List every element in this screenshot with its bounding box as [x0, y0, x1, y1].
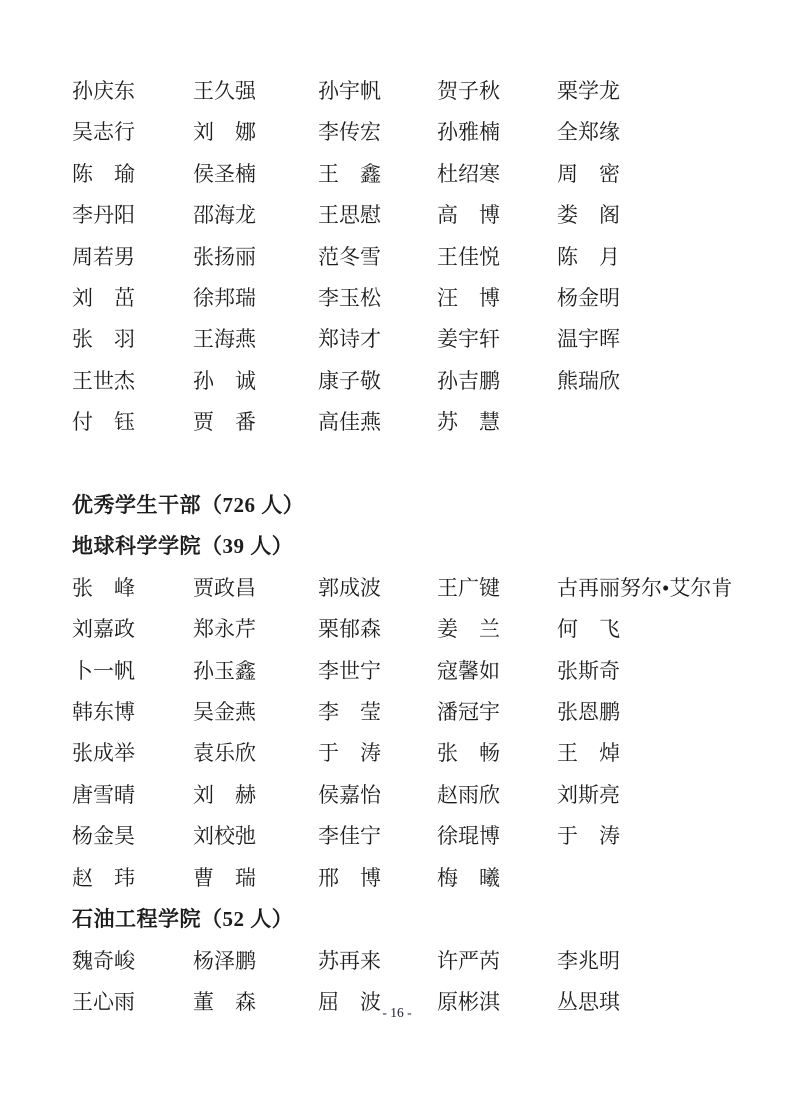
student-name: 苏再来 — [318, 948, 381, 973]
student-name: 邢 博 — [318, 865, 381, 890]
student-name: 张 畅 — [437, 741, 500, 766]
student-name: 杜绍寒 — [437, 161, 500, 186]
student-name: 刘 娜 — [193, 120, 256, 145]
student-name: 张恩鹏 — [557, 700, 620, 725]
student-name: 贺子秋 — [437, 79, 500, 103]
student-name: 娄 阁 — [557, 203, 620, 228]
student-name: 刘校弛 — [193, 824, 256, 849]
name-row — [72, 775, 768, 816]
student-name: 孙吉鹏 — [437, 368, 500, 393]
student-name: 栗学龙 — [557, 79, 620, 103]
student-name: 李传宏 — [318, 120, 381, 145]
student-name: 姜宇轩 — [437, 327, 500, 352]
student-name: 王佳悦 — [437, 244, 500, 269]
student-name: 许严芮 — [437, 948, 500, 973]
student-name: 邵海龙 — [193, 203, 256, 228]
student-name: 张成举 — [72, 741, 135, 766]
student-name: 袁乐欣 — [193, 741, 256, 766]
student-name: 李丹阳 — [72, 203, 135, 228]
student-name: 李世宁 — [318, 658, 381, 683]
student-name: 郑诗才 — [318, 327, 381, 352]
student-name: 梅 曦 — [437, 865, 500, 890]
name-row — [72, 361, 768, 402]
section-heading-award-title: 优秀学生干部（726 人） — [72, 493, 305, 518]
student-name: 王 鑫 — [318, 161, 381, 186]
student-name: 贾 番 — [193, 410, 256, 435]
student-name: 王思慰 — [318, 203, 381, 228]
student-name: 孙雅楠 — [437, 120, 500, 145]
student-name: 郑永芹 — [193, 617, 256, 642]
student-name: 周 密 — [557, 161, 620, 186]
student-name: 温宇晖 — [557, 327, 620, 352]
student-name: 吴志行 — [72, 120, 135, 145]
student-name: 全郑缘 — [557, 120, 620, 145]
student-name: 陈 月 — [557, 244, 620, 269]
blank-line — [72, 444, 768, 485]
name-row — [72, 733, 768, 774]
student-name: 孙 诚 — [193, 368, 256, 393]
student-name: 魏奇峻 — [72, 948, 135, 973]
student-name: 李兆明 — [557, 948, 620, 973]
student-name: 孙宇帆 — [318, 79, 381, 103]
name-row — [72, 402, 768, 443]
student-name: 王海燕 — [193, 327, 256, 352]
student-name: 刘 茁 — [72, 286, 135, 311]
student-name: 付 钰 — [72, 410, 135, 435]
name-row — [72, 858, 768, 899]
student-name: 何 飞 — [557, 617, 620, 642]
student-name: 王 焯 — [557, 741, 620, 766]
name-row — [72, 237, 768, 278]
student-name: 王心雨 — [72, 989, 135, 1014]
student-name: 高 博 — [437, 203, 500, 228]
page-number: - 16 - — [382, 1005, 412, 1020]
student-name: 姜 兰 — [437, 617, 500, 642]
student-name: 张扬丽 — [193, 244, 256, 269]
student-name: 赵雨欣 — [437, 782, 500, 807]
student-name: 徐琨博 — [437, 824, 500, 849]
section-heading-college-petroleum-engineering: 石油工程学院（52 人） — [72, 907, 294, 932]
student-name: 于 涛 — [557, 824, 620, 849]
name-row — [72, 692, 768, 733]
student-name: 刘嘉政 — [72, 617, 135, 642]
name-row — [72, 195, 768, 236]
name-row — [72, 609, 768, 650]
student-name: 周若男 — [72, 244, 135, 269]
student-name: 郭成波 — [318, 575, 381, 600]
name-row — [72, 71, 768, 112]
student-name: 唐雪晴 — [72, 782, 135, 807]
student-name: 刘斯亮 — [557, 782, 620, 807]
student-name: 古再丽努尔•艾尔肯 — [557, 575, 733, 600]
name-row — [72, 319, 768, 360]
student-name: 赵 玮 — [72, 865, 135, 890]
student-name: 于 涛 — [318, 741, 381, 766]
student-name: 杨金昊 — [72, 824, 135, 849]
student-name: 曹 瑞 — [193, 865, 256, 890]
student-name: 刘 赫 — [193, 782, 256, 807]
student-name: 贾政昌 — [193, 575, 256, 600]
name-row — [72, 568, 768, 609]
student-name: 徐邦瑞 — [193, 286, 256, 311]
student-name: 康子敬 — [318, 368, 381, 393]
student-name: 王世杰 — [72, 368, 135, 393]
student-name: 熊瑞欣 — [557, 368, 620, 393]
student-name: 陈 瑜 — [72, 161, 135, 186]
student-name: 张 峰 — [72, 575, 135, 600]
name-row — [72, 941, 768, 982]
document-body — [72, 71, 768, 1023]
name-row — [72, 816, 768, 857]
student-name: 孙玉鑫 — [193, 658, 256, 683]
student-name: 王久强 — [193, 79, 256, 103]
student-name: 董 森 — [193, 989, 256, 1014]
student-name: 李玉松 — [318, 286, 381, 311]
student-name: 杨金明 — [557, 286, 620, 311]
student-name: 侯圣楠 — [193, 161, 256, 186]
student-name: 侯嘉怡 — [318, 782, 381, 807]
student-name: 屈 波 — [318, 989, 381, 1014]
student-name: 丛思琪 — [557, 989, 620, 1014]
section-heading-college-earth-science: 地球科学学院（39 人） — [72, 534, 294, 559]
student-name: 栗郁森 — [318, 617, 381, 642]
student-name: 卜一帆 — [72, 658, 135, 683]
name-row — [72, 112, 768, 153]
name-row — [72, 651, 768, 692]
student-name: 范冬雪 — [318, 244, 381, 269]
student-name: 高佳燕 — [318, 410, 381, 435]
student-name: 韩东博 — [72, 700, 135, 725]
name-row — [72, 278, 768, 319]
student-name: 杨泽鹏 — [193, 948, 256, 973]
student-name: 汪 博 — [437, 286, 500, 311]
student-name: 潘冠宇 — [437, 700, 500, 725]
student-name: 孙庆东 — [72, 79, 135, 103]
student-name: 张 羽 — [72, 327, 135, 352]
student-name: 吴金燕 — [193, 700, 256, 725]
student-name: 原彬淇 — [437, 989, 500, 1014]
student-name: 李佳宁 — [318, 824, 381, 849]
student-name: 王广键 — [437, 575, 500, 600]
student-name: 苏 慧 — [437, 410, 500, 435]
student-name: 李 莹 — [318, 700, 381, 725]
name-row — [72, 154, 768, 195]
student-name: 寇馨如 — [437, 658, 500, 683]
student-name: 张斯奇 — [557, 658, 620, 683]
